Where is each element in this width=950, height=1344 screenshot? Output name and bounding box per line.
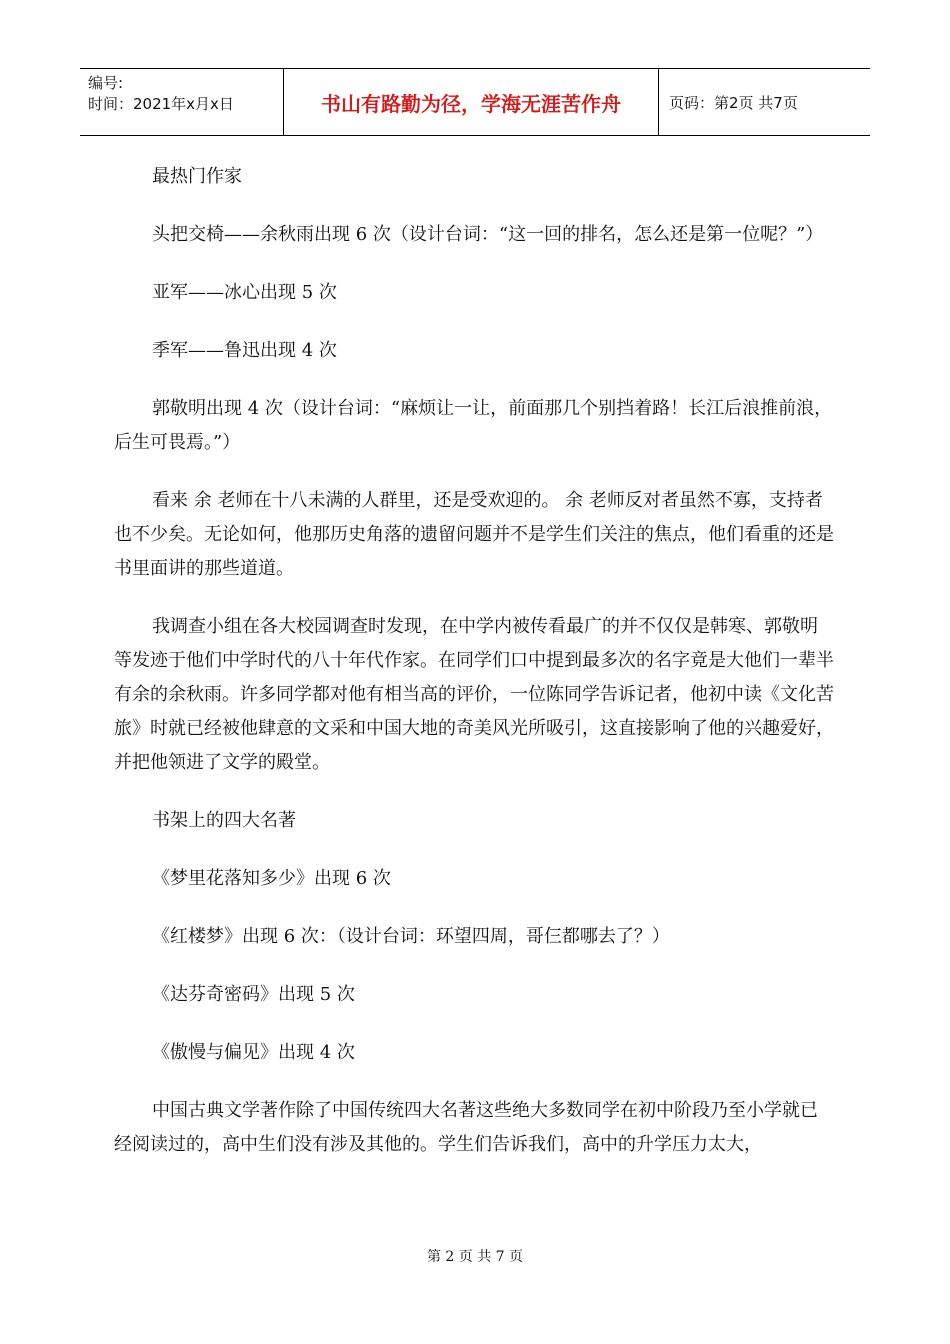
paragraph: 郭敬明出现 4 次（设计台词：“麻烦让一让，前面那几个别挡着路！长江后浪推前浪，后生可畏焉。”） [114,398,833,453]
paragraph: 《红楼梦》出现 6 次：（设计台词：环望四周，哥仨都哪去了？） [152,926,670,947]
page-footer: 第 2 页 共 7 页 [426,1249,524,1265]
paragraph: 中国古典文学著作除了中国传统四大名著这些绝大多数同学在初中阶段乃至小学就已经阅读过的，高中生们没有涉及其他的。学生们告诉我们，高中的升学压力太大， [114,1100,818,1155]
paragraph: 《梦里花落知多少》出现 6 次 [152,868,391,889]
page-header [80,68,870,136]
header-page-label: 页码：第2页 共7页 [669,93,798,112]
paragraph: 我调查小组在各大校园调查时发现，在中学内被传看最广的并不仅仅是韩寒、郭敬明等发迹于他们中学时代的八十年代作家。在同学们口中提到最多次的名字竟是大他们一辈半有余的余秋雨。许多同学都对他有相当高的评价，一位陈同学告诉记者，他初中读《文化苦旅》时就已经被他肆意的文采和中国大地的奇美风光所吸引，这直接影响了他的兴趣爱好，并把他领进了文学的殿堂。 [114,616,834,773]
section-heading-authors: 最热门作家 [152,166,242,187]
header-meta [80,69,284,135]
paragraph: 季军——鲁迅出现 4 次 [152,340,337,361]
paragraph: 头把交椅——余秋雨出现 6 次（设计台词：“这一回的排名，怎么还是第一位呢？”） [152,224,824,245]
date-label: 时间：2021年x月x日 [88,95,234,113]
paragraph: 《达芬奇密码》出现 5 次 [152,984,355,1005]
section-heading-books: 书架上的四大名著 [152,810,296,831]
number-label: 编号: [88,74,124,92]
paragraph: 《傲慢与偏见》出现 4 次 [152,1042,355,1063]
paragraph: 看来 余 老师在十八未满的人群里，还是受欢迎的。 余 老师反对者虽然不寡，支持者也不少矣。无论如何，他那历史角落的遗留问题并不是学生们关注的焦点，他们看重的还是书里面讲的那些道道。 [114,490,834,579]
paragraph: 亚军——冰心出现 5 次 [152,282,337,303]
document-body [114,160,834,1186]
header-motto: 书山有路勤为径，学海无涯苦作舟 [284,69,659,135]
